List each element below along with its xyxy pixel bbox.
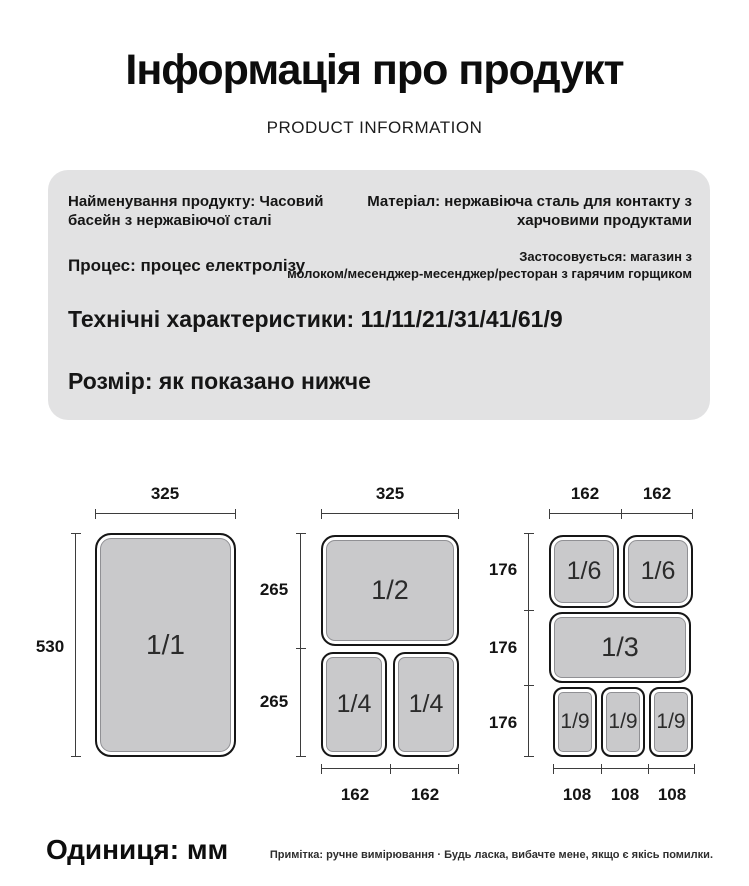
pan-1-6-a-label: 1/6: [566, 557, 602, 585]
dim-line-g1-top: [95, 513, 236, 514]
dim-label-g2-bottom-2: 162: [410, 785, 440, 804]
dim-line-g3-bottom: [553, 768, 695, 769]
dim-label-g3-top-1: 162: [570, 484, 600, 503]
pan-1-4-a-label: 1/4: [336, 690, 372, 718]
material-text: [367, 192, 692, 230]
pan-1-2: [321, 535, 459, 646]
page-title: Інформація про продукт: [125, 46, 624, 94]
dim-label-g3-bottom-3: 108: [657, 785, 687, 804]
pan-1-4-b-label: 1/4: [408, 690, 444, 718]
product-info-card: [48, 170, 710, 420]
application-line2: молоком/месенджер-месенджер/ресторан з гарячим горщиком: [287, 266, 692, 281]
dim-line-g3-side: [528, 533, 529, 757]
dim-line-g2-side: [300, 533, 301, 757]
pan-1-6-b: [623, 535, 693, 608]
pan-1-9-b: [601, 687, 645, 757]
application-line1: Застосовується: магазин з: [519, 249, 692, 264]
pan-1-9-a: [553, 687, 597, 757]
dim-label-g1-height: 530: [35, 637, 65, 656]
dim-tick: [390, 764, 391, 774]
dim-label-g3-side-2: 176: [488, 638, 518, 657]
size-note-text: Розмір: як показано нижче: [68, 368, 371, 394]
dim-line-g1-side: [75, 533, 76, 757]
product-name-line1: Найменування продукту: Часовий: [68, 193, 324, 210]
dim-label-g2-bottom-1: 162: [340, 785, 370, 804]
pan-1-6-b-label: 1/6: [640, 557, 676, 585]
dim-tick: [601, 764, 602, 774]
dim-label-g2-side-1: 265: [259, 580, 289, 599]
process-text: Процес: процес електролізу: [68, 256, 306, 275]
dim-line-g3-top: [549, 513, 693, 514]
pan-1-9-c: [649, 687, 693, 757]
pan-size-diagram: [0, 480, 749, 886]
pan-1-9-c-label: 1/9: [656, 710, 686, 733]
dim-label-g3-bottom-2: 108: [610, 785, 640, 804]
pan-1-9-b-label: 1/9: [608, 710, 638, 733]
pan-1-6-a: [549, 535, 619, 608]
dim-line-g2-bottom: [321, 768, 459, 769]
specs-text: Технічні характеристики: 11/11/21/31/41/61/9: [68, 306, 563, 332]
unit-label: Одиниця: мм: [46, 834, 229, 865]
dim-label-g3-top-2: 162: [642, 484, 672, 503]
pan-1-2-label: 1/2: [371, 575, 409, 605]
dim-tick: [524, 610, 534, 611]
pan-1-3-label: 1/3: [601, 632, 639, 662]
dim-label-g1-width: 325: [150, 484, 180, 503]
application-text: [287, 248, 692, 282]
pan-1-1: [95, 533, 236, 757]
pan-1-4-b: [393, 652, 459, 757]
product-name-line2: басейн з нержавіючої сталі: [68, 212, 272, 229]
dim-tick: [621, 509, 622, 519]
pan-1-1-label: 1/1: [146, 629, 185, 660]
dim-label-g3-side-3: 176: [488, 713, 518, 732]
dim-line-g2-top: [321, 513, 459, 514]
product-name-text: [68, 192, 323, 230]
dim-label-g2-side-2: 265: [259, 692, 289, 711]
material-line1: Матеріал: нержавіюча сталь для контакту з: [367, 193, 692, 210]
dim-label-g3-side-1: 176: [488, 560, 518, 579]
dim-tick: [296, 648, 306, 649]
dim-tick: [648, 764, 649, 774]
pan-1-3: [549, 612, 691, 683]
pan-1-9-a-label: 1/9: [560, 710, 590, 733]
page-subtitle: PRODUCT INFORMATION: [266, 118, 483, 137]
material-line2: харчовими продуктами: [516, 212, 692, 229]
measurement-note: Примітка: ручне вимірювання · Будь ласка, вибачте мене, якщо є якісь помилки.: [269, 849, 713, 861]
dim-label-g3-bottom-1: 108: [562, 785, 592, 804]
dim-label-g2-width: 325: [375, 484, 405, 503]
pan-1-4-a: [321, 652, 387, 757]
dim-tick: [524, 685, 534, 686]
